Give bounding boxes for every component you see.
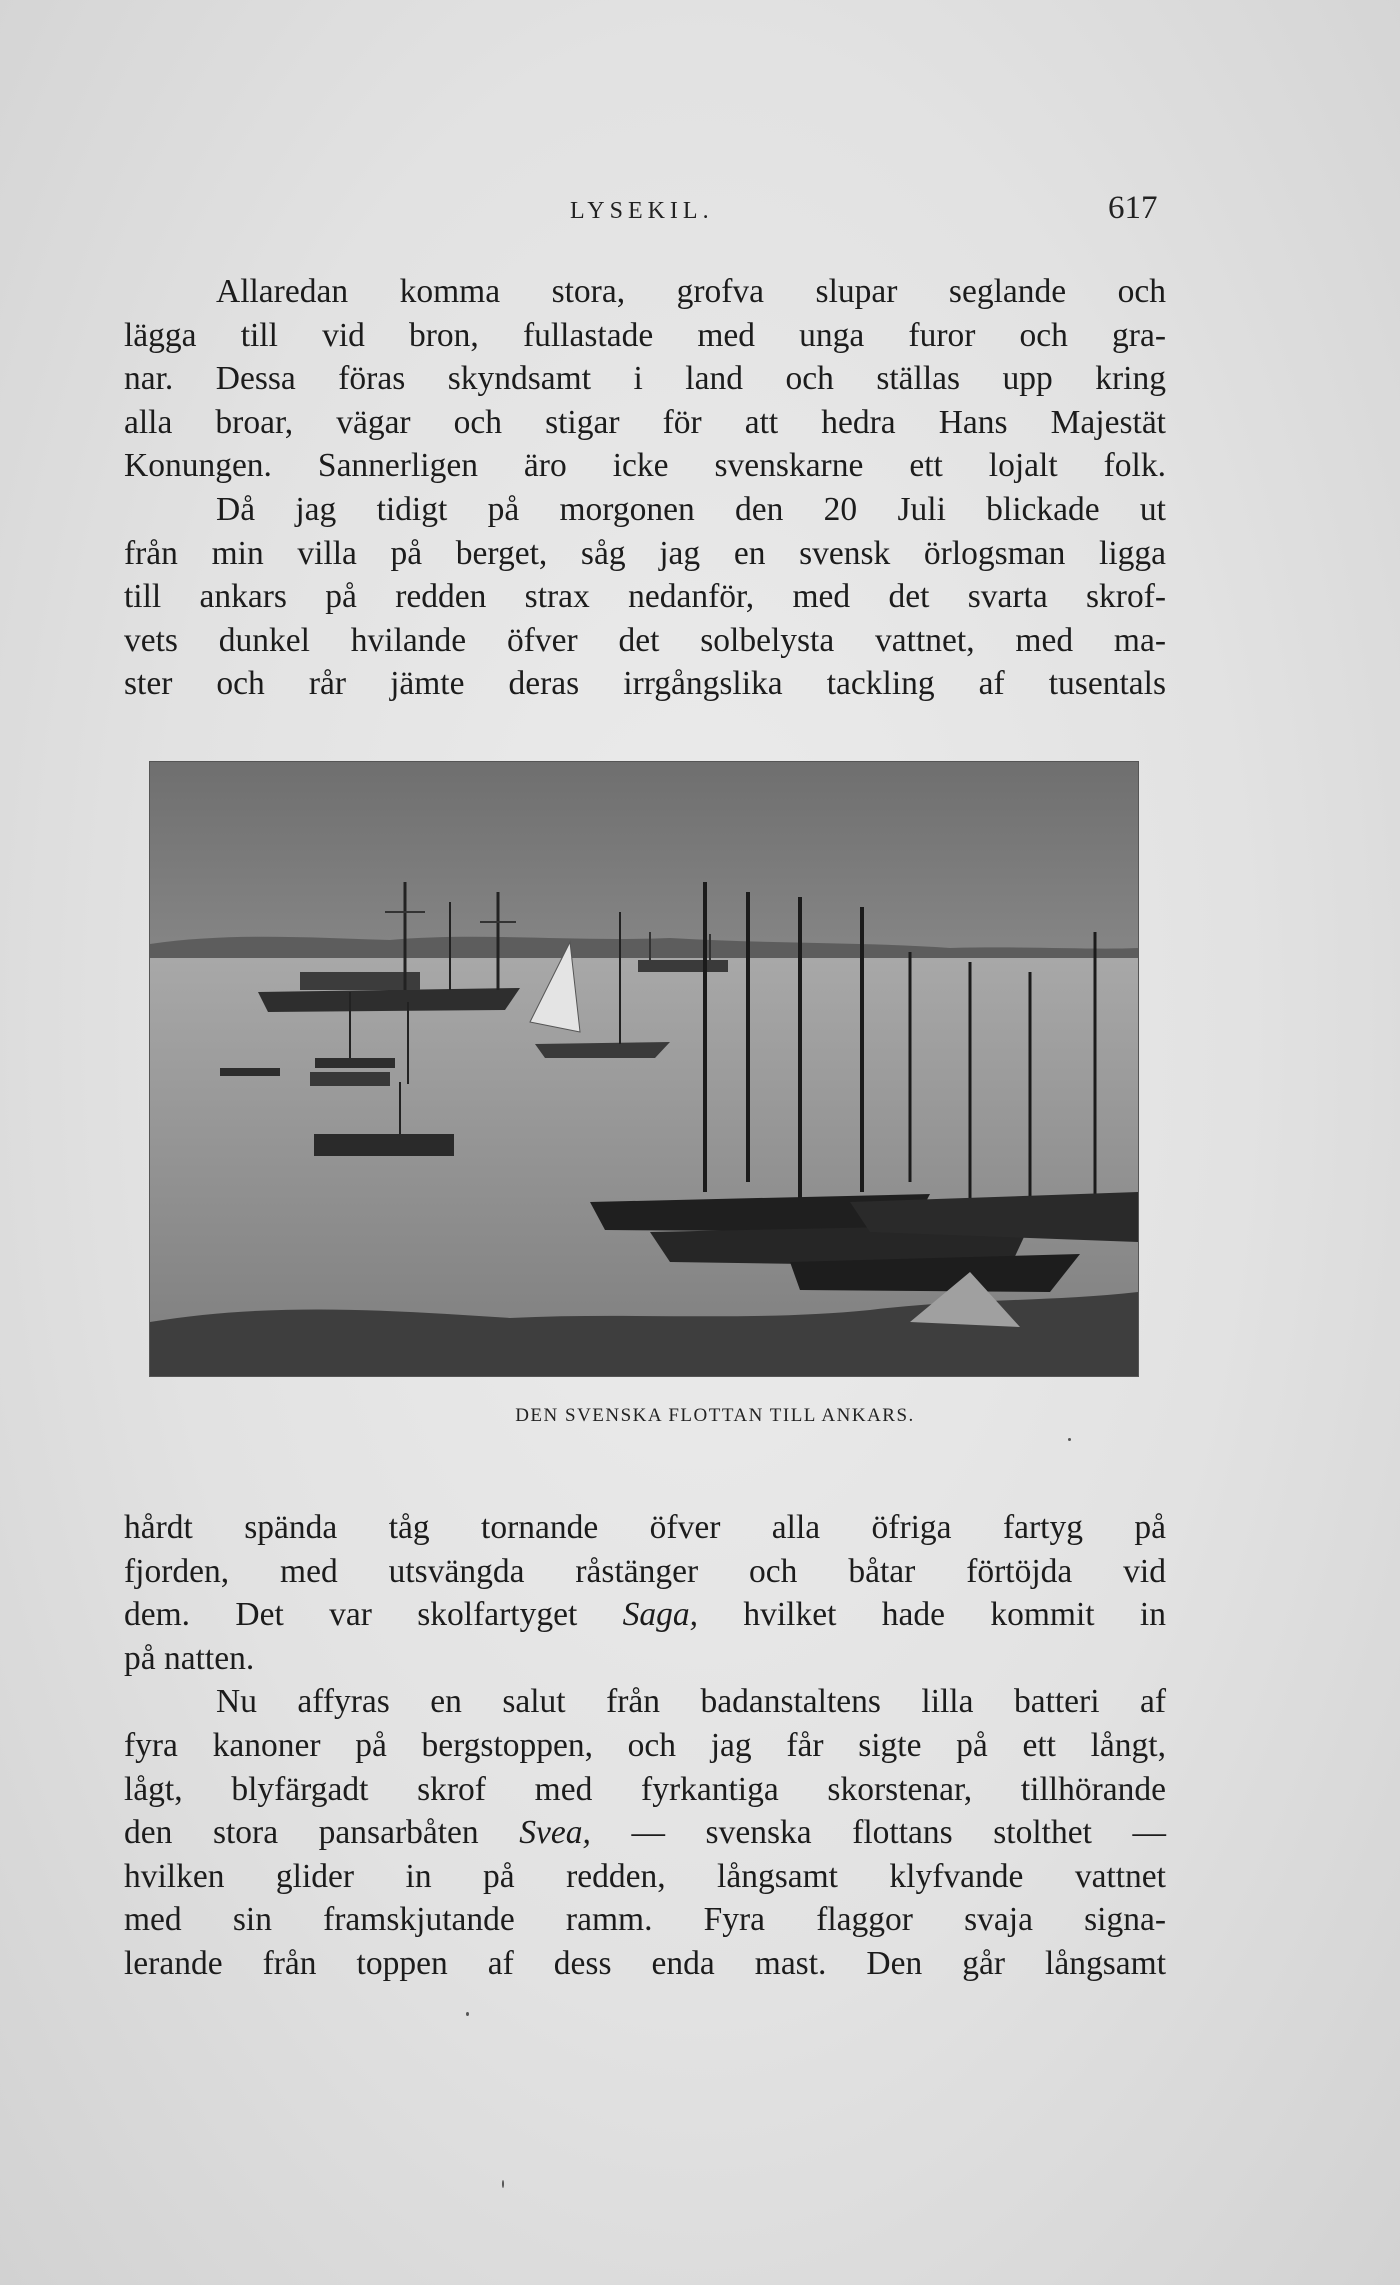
- text-line: vets dunkel hvilande öfver det solbelysta vattnet, med ma-: [124, 621, 1166, 659]
- fleet-photograph: [150, 762, 1138, 1376]
- figure-caption: DEN SVENSKA FLOTTAN TILL ANKARS.: [515, 1405, 915, 1426]
- text-line: på natten.: [124, 1639, 255, 1677]
- text-line: med sin framskjutande ramm. Fyra flaggor svaja signa-: [124, 1901, 1166, 1939]
- text-line: alla broar, vägar och stigar för att hedra Hans Majestät: [124, 403, 1166, 441]
- text-line: hårdt spända tåg tornande öfver alla öfriga fartyg på: [124, 1509, 1166, 1546]
- page-number: 617: [1108, 190, 1158, 226]
- text-line: från min villa på berget, såg jag en svensk örlogsman ligga: [124, 534, 1166, 572]
- print-speck: [1068, 1438, 1071, 1441]
- running-head: [0, 190, 1400, 230]
- text-line: Nu affyras en salut från badanstaltens lilla batteri af: [216, 1683, 1166, 1721]
- print-speck: [466, 2012, 469, 2016]
- body-text-bottom: [124, 1506, 1166, 1986]
- text-line: lågt, blyfärgadt skrof med fyrkantiga skorstenar, tillhörande: [124, 1770, 1166, 1808]
- text-run: den stora pansarbåten: [124, 1814, 520, 1852]
- running-title: LYSEKIL.: [570, 198, 714, 224]
- text-line: nar. Dessa föras skyndsamt i land och ställas upp kring: [124, 360, 1166, 398]
- print-speck: [502, 2180, 504, 2188]
- body-text-top: [124, 270, 1166, 706]
- text-run: — svenska flottans stolthet —: [590, 1814, 1166, 1852]
- text-line: [124, 1593, 1166, 1637]
- text-line: Konungen. Sannerligen äro icke svenskarne ett lojalt folk.: [124, 447, 1166, 485]
- text-line: fyra kanoner på bergstoppen, och jag får sigte på ett långt,: [124, 1726, 1166, 1764]
- text-run: hvilket hade kommit in: [698, 1596, 1166, 1634]
- text-line: lerande från toppen af dess enda mast. Den går långsamt: [124, 1944, 1166, 1982]
- ship-name-svea: Svea,: [519, 1814, 591, 1852]
- ship-name-saga: Saga,: [622, 1596, 698, 1634]
- text-line: [124, 1811, 1166, 1855]
- text-line: till ankars på redden strax nedanför, med det svarta skrof-: [124, 578, 1166, 616]
- harbour-illustration: [150, 762, 1138, 1376]
- text-line: lägga till vid bron, fullastade med unga furor och gra-: [124, 316, 1166, 354]
- text-run: dem. Det var skolfartyget: [124, 1596, 623, 1634]
- text-line: Allaredan komma stora, grofva slupar seglande och: [216, 273, 1166, 310]
- text-line: ster och rår jämte deras irrgångslika tackling af tusentals: [124, 665, 1166, 703]
- text-line: Då jag tidigt på morgonen den 20 Juli blickade ut: [216, 490, 1166, 528]
- text-line: fjorden, med utsvängda råstänger och båtar förtöjda vid: [124, 1552, 1166, 1590]
- text-line: hvilken glider in på redden, långsamt klyfvande vattnet: [124, 1857, 1166, 1895]
